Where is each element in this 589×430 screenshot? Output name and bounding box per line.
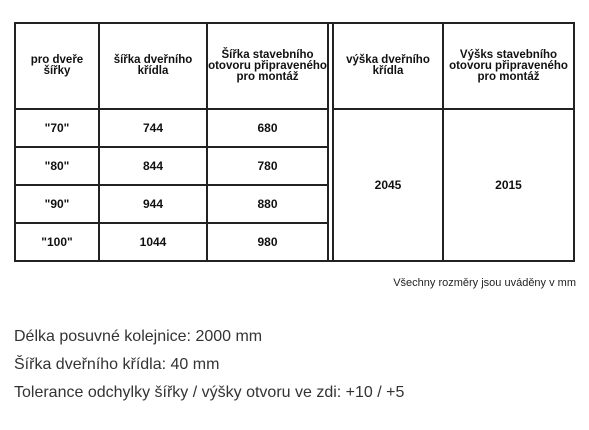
cell-opening-width: 680 (207, 109, 328, 147)
cell-opening-width: 880 (207, 185, 328, 223)
cell-door-size: "90" (15, 185, 99, 223)
cell-leaf-width: 1044 (99, 223, 207, 261)
header-leaf-width: šířka dveřního křídla (99, 23, 207, 109)
cell-door-size: "100" (15, 223, 99, 261)
header-door-size: pro dveře šířky (15, 23, 99, 109)
spec-tolerance: Tolerance odchylky šířky / výšky otvoru ve zdi: +10 / +5 (14, 384, 405, 401)
spec-rail-length: Délka posuvné kolejnice: 2000 mm (14, 328, 263, 345)
dimensions-table (14, 22, 575, 262)
units-note: Všechny rozměry jsou uváděny v mm (393, 277, 576, 289)
dimensions-table-wrapper (14, 22, 575, 262)
table-row (15, 109, 574, 147)
cell-door-size: "70" (15, 109, 99, 147)
header-leaf-height: výška dveřního křídla (333, 23, 443, 109)
cell-leaf-width: 844 (99, 147, 207, 185)
cell-opening-height: 2015 (443, 109, 574, 261)
header-opening-width: Šířka stavebního otovoru připraveného pro montáž (207, 23, 328, 109)
cell-opening-width: 980 (207, 223, 328, 261)
cell-opening-width: 780 (207, 147, 328, 185)
cell-leaf-width: 944 (99, 185, 207, 223)
cell-door-size: "80" (15, 147, 99, 185)
specs-list (14, 323, 404, 407)
cell-leaf-width: 744 (99, 109, 207, 147)
cell-leaf-height: 2045 (333, 109, 443, 261)
spec-leaf-thickness: Šířka dveřního křídla: 40 mm (14, 356, 220, 373)
table-header-row (15, 23, 574, 109)
header-opening-height: Výšks stavebního otovoru připraveného pro montáž (443, 23, 574, 109)
